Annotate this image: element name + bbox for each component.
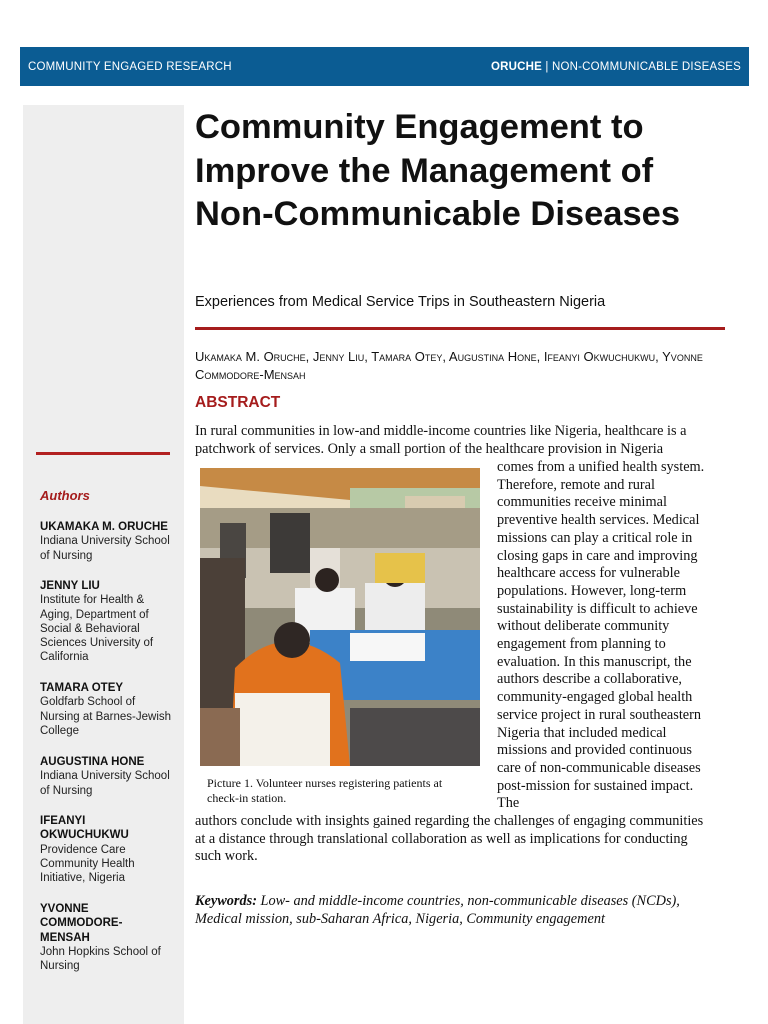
author-affiliation: Indiana University School of Nursing: [40, 535, 170, 562]
article-subtitle: Experiences from Medical Service Trips in Southeastern Nigeria: [195, 294, 606, 310]
running-title: [491, 61, 741, 73]
page-header: [20, 47, 749, 86]
author-name: JENNY LIU: [40, 580, 100, 592]
author-entry: [40, 902, 168, 973]
abstract-heading: ABSTRACT: [195, 394, 281, 411]
author-name: AUGUSTINA HONE: [40, 756, 145, 768]
author-name: IFEANYI OKWUCHUKWU: [40, 815, 129, 842]
author-affiliation: Goldfarb School of Nursing at Barnes-Jewish College: [40, 696, 172, 737]
keywords-list: Low- and middle-income countries, non-communicable diseases (NCDs), Medical mission, sub-Saharan Africa, Nigeria, Community engagement: [195, 893, 680, 927]
photo-caption: Picture 1. Volunteer nurses registering patients at check-in station.: [207, 776, 443, 805]
author-byline: Ukamaka M. Oruche, Jenny Liu, Tamara Otey, Augustina Hone, Ifeanyi Okwuchukwu, Yvonne Commodore-Mensah: [195, 349, 703, 382]
abstract-paragraph-top: In rural communities in low-and middle-income countries like Nigeria, healthcare is a patchwork of services. Only a small portion of the healthcare provision in Nigeria: [195, 423, 687, 457]
keywords-label: Keywords:: [195, 893, 257, 909]
author-entry: [40, 681, 178, 738]
author-entry: [40, 579, 178, 665]
keywords: [195, 893, 705, 928]
section-label: COMMUNITY ENGAGED RESEARCH: [28, 60, 232, 73]
abstract-paragraph-bottom: authors conclude with insights gained regarding the challenges of engaging communities at a distance through translational collaboration as well as implications for conducting such work.: [195, 813, 704, 865]
photo-volunteer-nurses: [200, 468, 480, 766]
authors-heading: Authors: [40, 488, 90, 503]
author-name: UKAMAKA M. ORUCHE: [40, 521, 168, 533]
author-entry: [40, 814, 140, 885]
author-affiliation: Providence Care Community Health Initiative, Nigeria: [40, 843, 135, 885]
title-divider: [195, 327, 725, 330]
author-affiliation: John Hopkins School of Nursing: [40, 945, 161, 973]
running-topic: NON-COMMUNICABLE DISEASES: [551, 60, 741, 73]
author-entry: [40, 520, 178, 563]
running-author: ORUCHE: [490, 60, 542, 73]
author-name: TAMARA OTEY: [40, 682, 124, 694]
author-affiliation: Indiana University School of Nursing: [40, 770, 170, 797]
article-title: Community Engagement to Improve the Management of Non-Communicable Diseases: [195, 108, 681, 233]
sidebar-divider: [36, 452, 170, 455]
abstract-paragraph-right: comes from a unified health system. Therefore, remote and rural communities receive minimal preventive health services. Medical missions can play a critical role in closing gaps in care and improving healthcare access for vulnerable populations. However, long-term sustainability is difficult to achieve without deliberate community engagement from planning to evaluation. In this manuscript, the authors describe a collaborative, community-engaged global health service project in rural southeastern Nigeria that included medical missions and provided continuous care of non-communicable diseases post-mission for sustained impact. The: [497, 459, 705, 812]
author-affiliation: Institute for Health & Aging, Department of Social & Behavioral Sciences University of California: [40, 594, 154, 664]
author-name: YVONNE COMMODORE-MENSAH: [40, 903, 123, 944]
running-separator: |: [541, 60, 552, 73]
author-entry: [40, 755, 178, 798]
sidebar: [23, 105, 184, 1024]
